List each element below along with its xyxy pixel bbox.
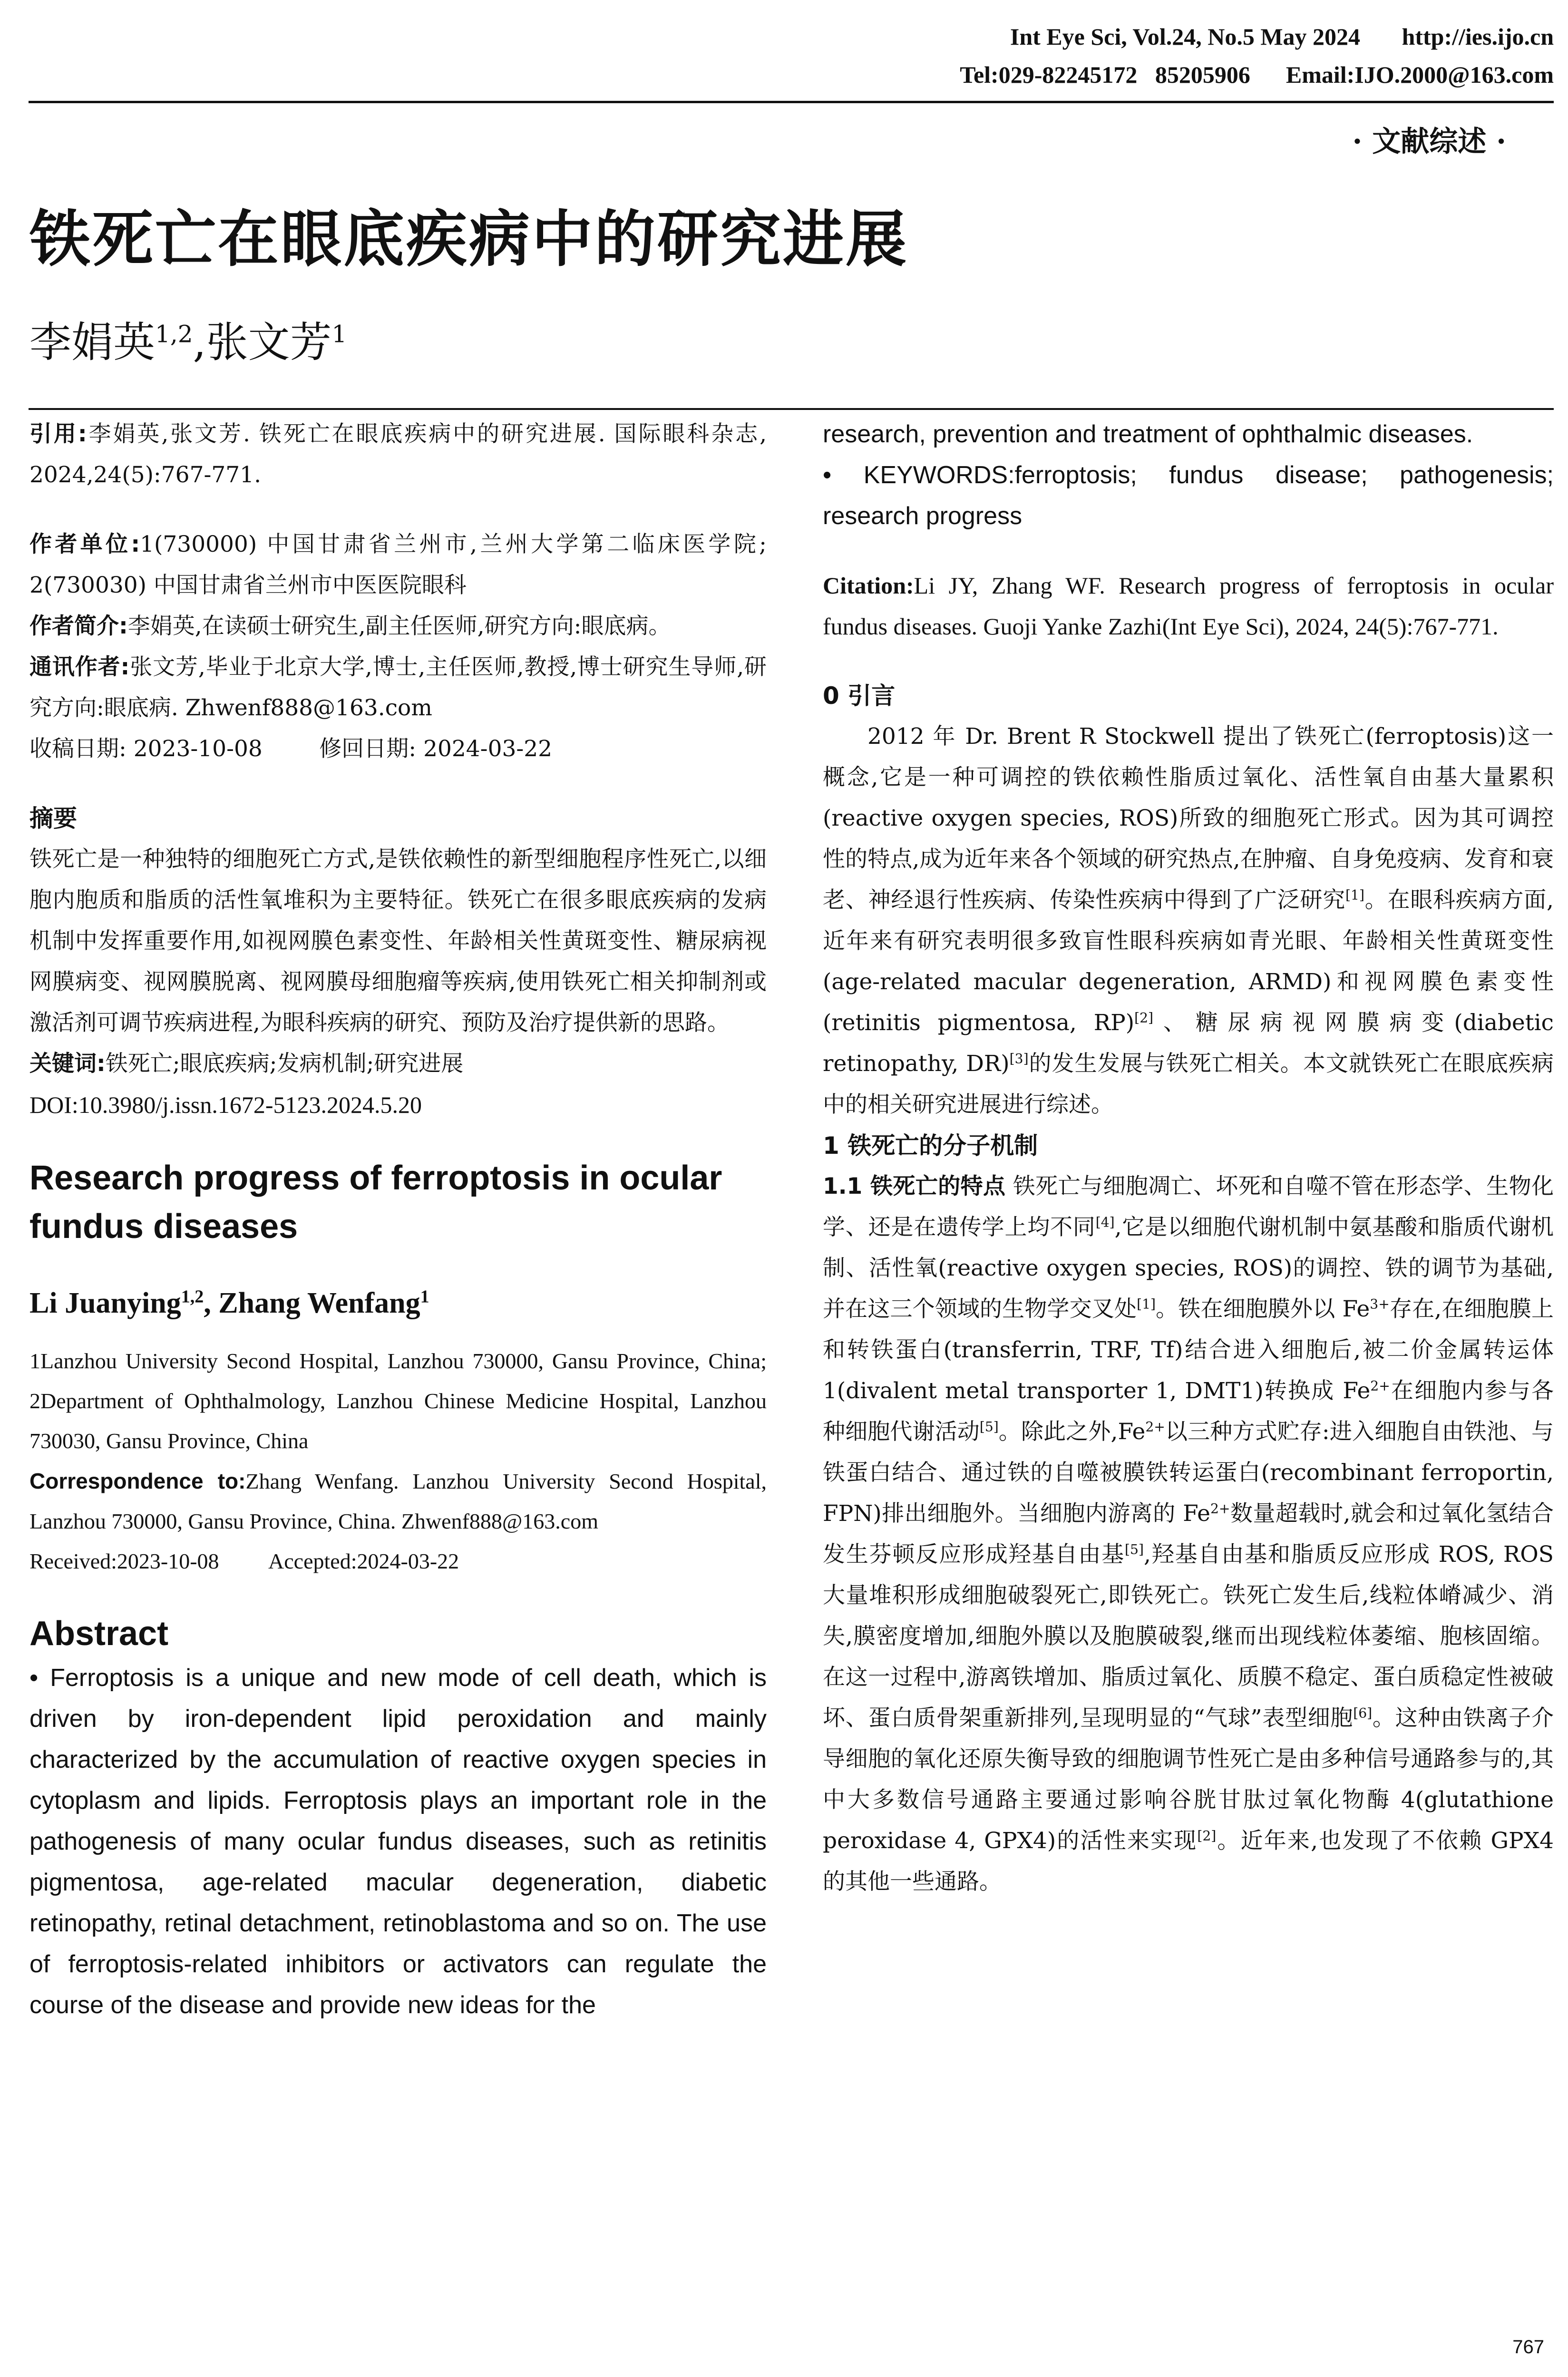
affiliation-zh: 作者单位:1(730000) 中国甘肃省兰州市,兰州大学第二临床医学院; 2(730030) 中国甘肃省兰州市中医医院眼科 xyxy=(29,531,767,598)
header-rule xyxy=(29,101,1554,103)
english-affiliation: 1Lanzhou University Second Hospital, Lanzhou 730000, Gansu Province, China; 2Department of Ophthalmology, Lanzhou Chinese Medicine Hospital, Lanzhou 730030, Gansu Province, China xyxy=(29,1349,767,1453)
section-1-heading: 1 铁死亡的分子机制 xyxy=(823,1132,1038,1159)
dates-zh: 收稿日期: 2023-10-08 修回日期: 2024-03-22 xyxy=(29,736,553,762)
keywords-zh: 关键词:铁死亡;眼底疾病;发病机制;研究进展 xyxy=(29,1051,464,1077)
abstract-zh-heading: 摘要 xyxy=(29,805,77,832)
english-correspondence: Correspondence to:Zhang Wenfang. Lanzhou University Second Hospital, Lanzhou 730000, Gansu Province, China. Zhwenf888@163.com xyxy=(29,1469,767,1533)
english-title: Research progress of ferroptosis in ocular fundus diseases xyxy=(29,1159,722,1246)
left-column xyxy=(29,414,767,2026)
journal-url[interactable]: http://ies.ijo.cn xyxy=(1402,23,1554,50)
abstract-zh-text: 铁死亡是一种独特的细胞死亡方式,是铁依赖性的新型细胞程序性死亡,以细胞内胞质和脂质的活性氧堆积为主要特征。铁死亡在很多眼底疾病的发病机制中发挥重要作用,如视网膜色素变性、年龄相关性黄斑变性、糖尿病视网膜病变、视网膜脱离、视网膜母细胞瘤等疾病,使用铁死亡相关抑制剂或激活剂可调节疾病进程,为眼科疾病的研究、预防及治疗提供新的思路。 xyxy=(29,846,767,1036)
section-0-heading: 0 引言 xyxy=(823,682,896,710)
section-1-1-paragraph: 1.1 铁死亡的特点 铁死亡与细胞凋亡、坏死和自噬不管在形态学、生物化学、还是在遗传学上均不同[4],它是以细胞代谢机制中氨基酸和脂质代谢机制、活性氧(reactive oxygen species, ROS)的调控、铁的调节为基础,并在这三个领域的生物学交叉处[1]。铁在细胞膜外以 $Fe^{3+}$存在,在细胞膜上和转铁蛋白(transferrin, TRF, Tf)结合进入细胞后,被二价金属转运体 1(divalent metal transporter 1, DMT1)转换成 $Fe^{2+}$在细胞内参与各种细胞代谢活动[5]。除此之外$,Fe^{2+}$以三种方式贮存:进入细胞自由铁池、与铁蛋白结合、通过铁的自噬被膜铁转运蛋白(recombinant ferroportin, FPN)排出细胞外。当细胞内游离的 $Fe^{2+}$数量超载时,就会和过氧化氢结合发生芬顿反应形成羟基自由基[5],羟基自由基和脂质反应形成 ROS, ROS 大量堆积形成细胞破裂死亡,即铁死亡。铁死亡发生后,线粒体嵴减少、消失,膜密度增加,细胞外膜以及胞膜破裂,继而出现线粒体萎缩、胞核固缩。在这一过程中,游离铁增加、脂质过氧化、质膜不稳定、蛋白质稳定性被破坏、蛋白质骨架重新排列,呈现明显的“气球”表型细胞[6]。这种由铁离子介导细胞的氧化还原失衡导致的细胞调节性死亡是由多种信号通路参与的,其中大多数信号通路主要通过影响谷胱甘肽过氧化物酶 4(glutathione peroxidase 4, GPX4)的活性来实现[2]。近年来,也发现了不依赖 GPX4 的其他一些通路。 xyxy=(823,1173,1554,1895)
right-column xyxy=(823,414,1554,1902)
citation-en: Citation:Li JY, Zhang WF. Research progress of ferroptosis in ocular fundus diseases. Guoji Yanke Zazhi(Int Eye Sci), 2024, 24(5):767-771. xyxy=(823,572,1554,640)
keywords-en: • KEYWORDS:ferroptosis; fundus disease; pathogenesis; research progress xyxy=(823,461,1554,530)
author-1-affil: 1,2 xyxy=(155,320,193,348)
journal-header-line2 xyxy=(960,61,1554,88)
english-authors: Li Juanying$^{1,2}$, Zhang Wenfang$^1$ xyxy=(29,1286,429,1319)
english-dates: Received:2023-10-08 Accepted:2024-03-22 xyxy=(29,1549,459,1573)
author-2: 张文芳 xyxy=(206,318,332,367)
citation-zh: 引用:李娟英,张文芳. 铁死亡在眼底疾病中的研究进展. 国际眼科杂志, 2024,24(5):767-771. xyxy=(29,421,767,488)
journal-tel: Tel:029-82245172 85205906 xyxy=(960,61,1250,88)
correspondence-zh: 通讯作者:张文芳,毕业于北京大学,博士,主任医师,教授,博士研究生导师,研究方向:眼底病. Zhwenf888@163.com xyxy=(29,654,767,721)
title-rule xyxy=(29,408,1554,410)
author-intro-zh: 作者简介:李娟英,在读硕士研究生,副主任医师,研究方向:眼底病。 xyxy=(29,613,671,639)
author-line xyxy=(29,309,347,369)
article-title: 铁死亡在眼底疾病中的研究进展 xyxy=(29,204,909,275)
author-2-affil: 1 xyxy=(331,320,347,348)
journal-email[interactable]: Email:IJO.2000@163.com xyxy=(1286,61,1554,88)
abstract-en-heading: Abstract xyxy=(29,1615,169,1653)
abstract-en-continued: research, prevention and treatment of ophthalmic diseases. xyxy=(823,420,1473,448)
abstract-en-text: • Ferroptosis is a unique and new mode of cell death, which is driven by iron-dependent lipid peroxidation and mainly characterized by the accumulation of reactive oxygen species in cytoplasm and lipids. Ferroptosis plays an important role in the pathogenesis of many ocular fundus diseases, such as retinitis pigmentosa, age-related macular degeneration, diabetic retinopathy, retinal detachment, retinoblastoma and so on. The use of ferroptosis-related inhibitors or activators can regulate the course of the disease and provide new ideas for the xyxy=(29,1664,767,2019)
author-separator: , xyxy=(193,318,206,367)
section-tag: · 文献综述 · xyxy=(1352,125,1506,158)
doi[interactable]: DOI:10.3980/j.issn.1672-5123.2024.5.20 xyxy=(29,1091,422,1118)
journal-issue: Int Eye Sci, Vol.24, No.5 May 2024 xyxy=(1010,23,1361,50)
journal-header-line1 xyxy=(1010,23,1554,50)
page-number: 767 xyxy=(1512,2337,1544,2358)
author-1: 李娟英 xyxy=(29,318,156,367)
section-0-paragraph: 2012 年 Dr. Brent R Stockwell 提出了铁死亡(ferroptosis)这一概念,它是一种可调控的铁依赖性脂质过氧化、活性氧自由基大量累积(reactive oxygen species, ROS)所致的细胞死亡形式。因为其可调控性的特点,成为近年来各个领域的研究热点,在肿瘤、自身免疫病、发育和衰老、神经退行性疾病、传染性疾病中得到了广泛研究[1]。在眼科疾病方面,近年来有研究表明很多致盲性眼科疾病如青光眼、年龄相关性黄斑变性(age-related macular degeneration, ARMD)和视网膜色素变性(retinitis pigmentosa, RP)[2]、糖尿病视网膜病变(diabetic retinopathy, DR)[3]的发生发展与铁死亡相关。本文就铁死亡在眼底疾病中的相关研究进展进行综述。 xyxy=(823,723,1554,1118)
